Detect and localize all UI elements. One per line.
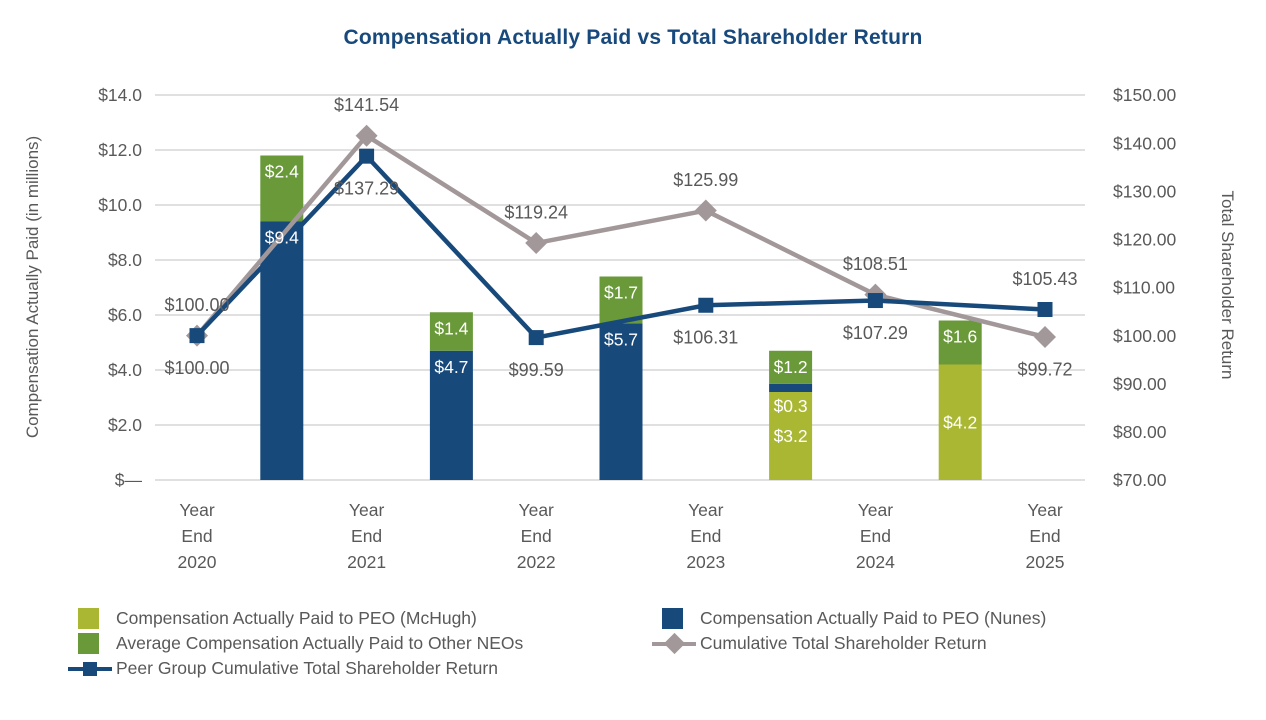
line-data-label: $119.24 bbox=[504, 202, 569, 223]
line-data-label: $137.29 bbox=[334, 178, 400, 199]
left-axis-tick: $— bbox=[114, 470, 142, 491]
bar-data-label: $0.3 bbox=[773, 396, 808, 417]
legend-label-peo-mchugh: Compensation Actually Paid to PEO (McHugh) bbox=[116, 608, 477, 628]
diamond-marker bbox=[1034, 326, 1056, 348]
x-axis-label: Year bbox=[179, 500, 215, 521]
square-marker bbox=[359, 149, 374, 164]
right-axis-tick: $120.00 bbox=[1113, 229, 1177, 250]
right-axis-tick: $130.00 bbox=[1113, 181, 1177, 202]
line-data-label: $99.59 bbox=[508, 359, 564, 380]
right-axis-tick: $110.00 bbox=[1113, 277, 1175, 298]
x-axis-label: 2024 bbox=[855, 552, 895, 573]
bar-data-label: $4.2 bbox=[943, 412, 978, 433]
left-axis-tick: $4.0 bbox=[107, 360, 142, 381]
x-axis-label: 2021 bbox=[347, 552, 387, 573]
x-axis-label: Year bbox=[348, 500, 385, 521]
bar-data-label: $1.6 bbox=[943, 326, 978, 347]
bar-data-label: $4.7 bbox=[434, 356, 469, 377]
x-axis-label: End bbox=[1029, 526, 1061, 547]
legend-label-peer-tsr: Peer Group Cumulative Total Shareholder Return bbox=[116, 658, 498, 678]
legend-label-peo-nunes: Compensation Actually Paid to PEO (Nunes) bbox=[700, 608, 1047, 628]
bar-data-label: $1.4 bbox=[434, 318, 469, 339]
line-data-label: $141.54 bbox=[334, 95, 400, 116]
diamond-marker bbox=[695, 200, 717, 222]
x-axis-label: Year bbox=[1027, 500, 1063, 521]
right-axis-tick: $80.00 bbox=[1113, 422, 1167, 442]
x-axis-label: End bbox=[690, 526, 722, 547]
left-axis-tick: $2.0 bbox=[107, 415, 142, 436]
left-axis-tick: $10.0 bbox=[98, 195, 142, 216]
line-data-label: $106.31 bbox=[673, 327, 739, 348]
x-axis-label: Year bbox=[688, 500, 724, 521]
right-axis-title: Total Shareholder Return bbox=[1218, 190, 1237, 380]
line-data-label: $100.00 bbox=[164, 294, 230, 315]
bar-data-label: $5.7 bbox=[603, 329, 639, 350]
bar-segment-nunes bbox=[769, 384, 812, 392]
right-axis-tick: $70.00 bbox=[1113, 470, 1167, 491]
x-axis-label: Year bbox=[857, 500, 894, 521]
right-axis-tick: $100.00 bbox=[1113, 325, 1177, 346]
left-axis-title: Compensation Actually Paid (in millions) bbox=[23, 135, 42, 439]
square-marker bbox=[1038, 302, 1053, 317]
x-axis-label: 2023 bbox=[686, 552, 726, 573]
right-axis-tick: $90.00 bbox=[1113, 373, 1167, 394]
x-axis-labels bbox=[178, 500, 1065, 572]
x-axis-label: End bbox=[520, 526, 552, 547]
line-data-label: $99.72 bbox=[1017, 359, 1073, 380]
line-data-label: $108.51 bbox=[842, 253, 908, 274]
left-axis-tick: $14.0 bbox=[98, 85, 142, 106]
line-data-label: $105.43 bbox=[1012, 268, 1078, 289]
legend-label-cumulative-tsr: Cumulative Total Shareholder Return bbox=[700, 633, 987, 653]
bar-data-label: $1.2 bbox=[773, 356, 808, 377]
left-axis-tick: $6.0 bbox=[107, 305, 142, 326]
line-data-label: $100.00 bbox=[164, 357, 230, 378]
square-marker bbox=[868, 293, 883, 308]
bar-data-label: $2.4 bbox=[264, 161, 299, 182]
left-axis-tick: $12.0 bbox=[98, 140, 142, 161]
right-axis-tick: $150.00 bbox=[1113, 85, 1177, 106]
right-axis-tick: $140.00 bbox=[1113, 133, 1177, 154]
left-axis-tick: $8.0 bbox=[107, 250, 142, 271]
square-marker bbox=[698, 298, 713, 313]
bar-data-label: $9.4 bbox=[264, 227, 299, 248]
x-axis-label: 2022 bbox=[516, 552, 556, 573]
x-axis-label: End bbox=[181, 526, 213, 547]
diamond-marker bbox=[525, 232, 547, 254]
chart-title: Compensation Actually Paid vs Total Shareholder Return bbox=[343, 26, 923, 49]
square-marker bbox=[529, 330, 544, 345]
x-axis-label: End bbox=[859, 526, 891, 547]
line-data-label: $107.29 bbox=[842, 322, 908, 343]
bar-data-label: $1.7 bbox=[603, 282, 639, 303]
x-axis-label: Year bbox=[518, 500, 554, 521]
x-axis-label: 2025 bbox=[1025, 552, 1065, 573]
bar-data-label: $3.2 bbox=[773, 426, 808, 447]
x-axis-label: End bbox=[351, 526, 383, 547]
x-axis-label: 2020 bbox=[177, 552, 217, 573]
line-data-label: $125.99 bbox=[673, 169, 739, 190]
legend-label-other-neos: Average Compensation Actually Paid to Other NEOs bbox=[116, 633, 524, 653]
square-marker bbox=[190, 328, 205, 343]
